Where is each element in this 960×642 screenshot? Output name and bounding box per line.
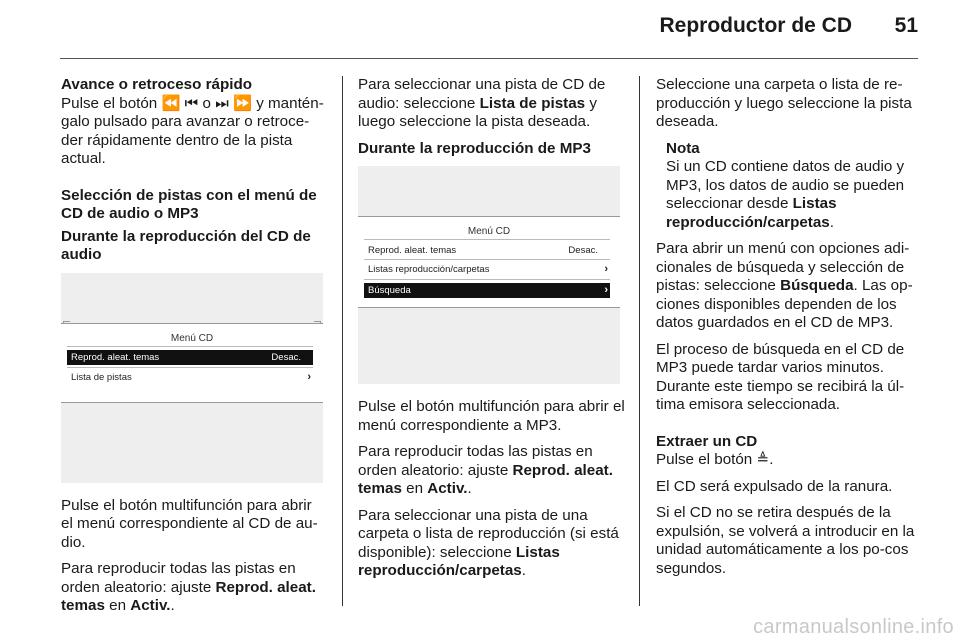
heading-fast-forward: Avance o retroceso rápido (61, 76, 253, 93)
text: . (829, 213, 834, 231)
menu-row-playlists (364, 262, 610, 277)
bold-term: Lista de pistas (479, 94, 586, 112)
menu-row-shuffle (364, 243, 610, 258)
heading-eject: Extraer un CD (656, 432, 758, 450)
chevron-right-icon: › (604, 263, 608, 275)
menu-row-label: Búsqueda (368, 285, 411, 296)
menu-row-value: Desac. (271, 351, 301, 363)
text: Para seleccionar una pista de una carpeta o lista de reproducción (si está disponible): seleccione (358, 506, 619, 561)
column-1 (61, 76, 326, 624)
paragraph-eject (656, 451, 924, 470)
menu-row-search (364, 283, 610, 298)
menu-title: Menú CD (170, 332, 214, 344)
heading-mp3: Durante la reproducción de MP3 (358, 139, 591, 157)
menu-screenshot-mp3 (358, 166, 620, 384)
menu-row-label: Reprod. aleat. temas (71, 351, 160, 363)
column-divider (639, 76, 640, 606)
menu-row-shuffle (67, 350, 313, 365)
header-title: Reproductor de CD (659, 14, 852, 37)
text: Para abrir un menú con opciones adi-cionales de búsqueda y selección de pistas: seleccione (656, 240, 910, 294)
menu-screen (358, 216, 620, 308)
rewind-icons: ⏪ ⏮ (161, 94, 199, 112)
text: en (401, 480, 428, 497)
text: en (104, 597, 131, 614)
column-2 (358, 76, 626, 589)
column-divider (342, 76, 343, 606)
text: y luego seleccione la pista deseada. (358, 94, 597, 130)
paragraph-shuffle-mp3 (358, 443, 626, 499)
text: Pulse el botón (656, 451, 757, 468)
forward-icons: ⏭ ⏩ (215, 94, 252, 112)
bold-term: Listas reproducción/carpetas (666, 195, 837, 231)
bold-term: Listas reproducción/carpetas (358, 543, 560, 579)
text: . Las op-ciones disponibles dependen de los datos guardados en el CD de MP3. (656, 277, 913, 331)
bold-term: Activ. (427, 480, 468, 497)
paragraph-select-folder (358, 507, 626, 581)
text: . (769, 451, 774, 468)
text: Para seleccionar una pista de CD de audio: seleccione (358, 76, 606, 112)
menu-row-track-list (67, 370, 313, 385)
header-rule (60, 58, 918, 59)
note-title: Nota (666, 139, 700, 157)
paragraph-reinsert: Si el CD no se retira después de la expulsión, se volverá a introducir en la unidad automáticamente a los po-cos segundos. (656, 504, 915, 577)
bold-term: Búsqueda (780, 277, 854, 294)
paragraph-select-folder-track: Seleccione una carpeta o lista de re-producción y luego seleccione la pista deseada. (656, 76, 912, 130)
text: Para reproducir todas las pistas en orden aleatorio: ajuste (358, 443, 593, 479)
bold-term: Activ. (130, 597, 171, 614)
chevron-right-icon: › (307, 370, 311, 383)
text: Si un CD contiene datos de audio y MP3, los datos de audio se pueden seleccionar desde (666, 158, 905, 212)
paragraph-fast-forward (61, 95, 326, 169)
menu-screenshot-audio (61, 273, 323, 483)
heading-track-selection: Selección de pistas con el menú de CD de audio o MP3 (61, 186, 317, 222)
paragraph-search (656, 240, 924, 333)
text: . (467, 480, 472, 497)
text: o (198, 94, 216, 112)
note-text (666, 158, 924, 232)
menu-title: Menú CD (467, 226, 511, 237)
paragraph-search-duration: El proceso de búsqueda en el CD de MP3 puede tardar varios minutos. Durante este tiempo se recibirá la úl-tima emisora seleccionada. (656, 340, 905, 413)
menu-screen (61, 323, 323, 403)
text: y mantén-galo pulsado para avanzar o retroce-der rápidamente dentro de la pista actual. (61, 94, 324, 167)
menu-row-label: Reprod. aleat. temas (368, 245, 457, 256)
text: . (170, 597, 175, 614)
text: Para reproducir todas las pistas en orden aleatorio: ajuste (61, 560, 296, 596)
watermark: carmanualsonline.info (753, 616, 954, 638)
bold-term: Reprod. aleat. temas (358, 461, 613, 497)
text: Pulse el botón (61, 94, 162, 112)
chevron-right-icon: › (604, 284, 608, 296)
bold-term: Reprod. aleat. temas (61, 578, 316, 614)
eject-icon: ≜ (756, 451, 770, 468)
paragraph-ejected: El CD será expulsado de la ranura. (656, 477, 893, 495)
heading-audio-cd: Durante la reproducción del CD de audio (61, 227, 311, 263)
paragraph-open-menu: Pulse el botón multifunción para abrir el menú correspondiente al CD de au-dio. (61, 496, 318, 551)
paragraph-select-track (358, 76, 626, 132)
column-3 (656, 76, 924, 586)
menu-row-label: Lista de pistas (71, 371, 132, 383)
note-box (666, 140, 924, 233)
text: . (521, 562, 526, 579)
menu-row-value: Desac. (568, 245, 598, 256)
paragraph-shuffle (61, 560, 326, 616)
menu-row-label: Listas reproducción/carpetas (368, 264, 490, 275)
paragraph-open-mp3-menu: Pulse el botón multifunción para abrir el menú correspondiente a MP3. (358, 398, 625, 434)
page-number: 51 (894, 14, 918, 37)
